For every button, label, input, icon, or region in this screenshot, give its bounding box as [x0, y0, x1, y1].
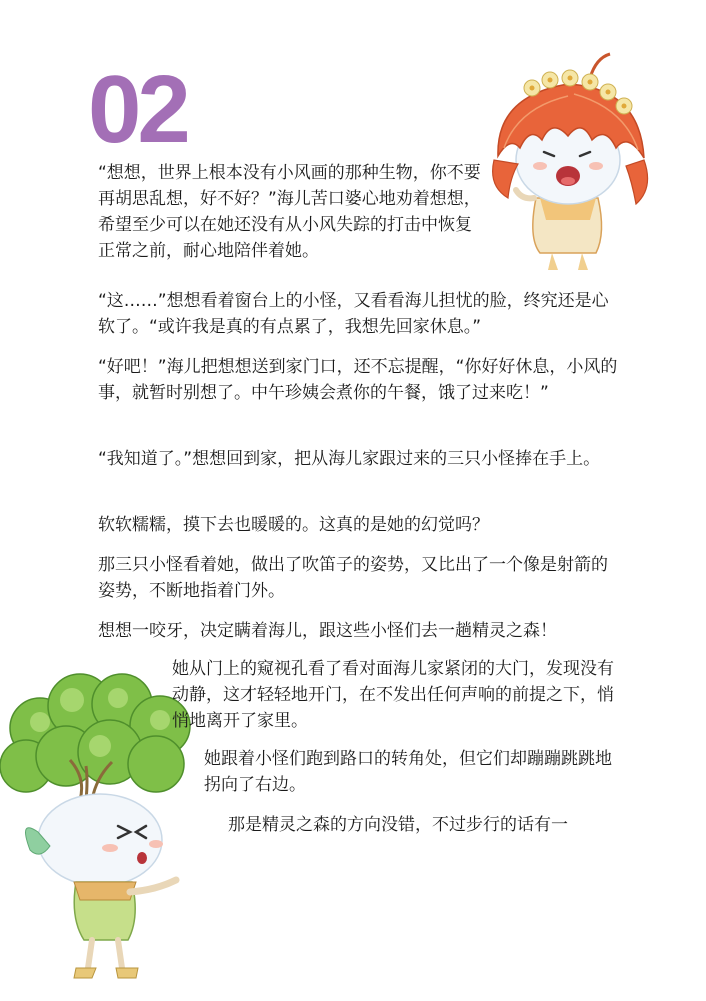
paragraph-8: 她从门上的窥视孔看了看对面海儿家紧闭的大门，发现没有动静，这才轻轻地开门，在不发出任何声响的前提之下，悄悄地离开了家里。	[172, 659, 614, 731]
paragraph-2: “这……”想想看着窗台上的小怪，又看看海儿担忧的脸，终究还是心软了。“或许我是真的有点累了，我想先回家休息。”	[98, 291, 609, 337]
paragraph-6: 那三只小怪看着她，做出了吹笛子的姿势，又比出了一个像是射箭的姿势，不断地指着门外。	[98, 555, 608, 601]
tree-hat-sprite-icon	[0, 668, 200, 988]
paragraph-5: 软软糯糯，摸下去也暖暖的。这真的是她的幻觉吗？	[98, 515, 489, 535]
chapter-number: 02	[88, 56, 187, 163]
paragraph-10: 那是精灵之森的方向没错，不过步行的话有一	[228, 815, 568, 835]
paragraph-9: 她跟着小怪们跑到路口的转角处，但它们却蹦蹦跳跳地拐向了右边。	[204, 749, 612, 795]
paragraph-1: “想想，世界上根本没有小风画的那种生物，你不要再胡思乱想，好不好？”海儿苦口婆心地劝着想想，希望至少可以在她还没有从小风失踪的打击中恢复正常之前，耐心地陪伴着她。	[98, 163, 481, 261]
paragraph-4: “我知道了。”想想回到家，把从海儿家跟过来的三只小怪捧在手上。	[98, 449, 601, 469]
paragraph-3: “好吧！”海儿把想想送到家门口，还不忘提醒，“你好好休息，小风的事，就暂时别想了。中午珍姨会煮你的午餐，饿了过来吃！”	[98, 357, 618, 403]
paragraph-7: 想想一咬牙，决定瞒着海儿，跟这些小怪们去一趟精灵之森！	[98, 621, 557, 641]
leaf-hat-sprite-icon	[478, 48, 658, 278]
